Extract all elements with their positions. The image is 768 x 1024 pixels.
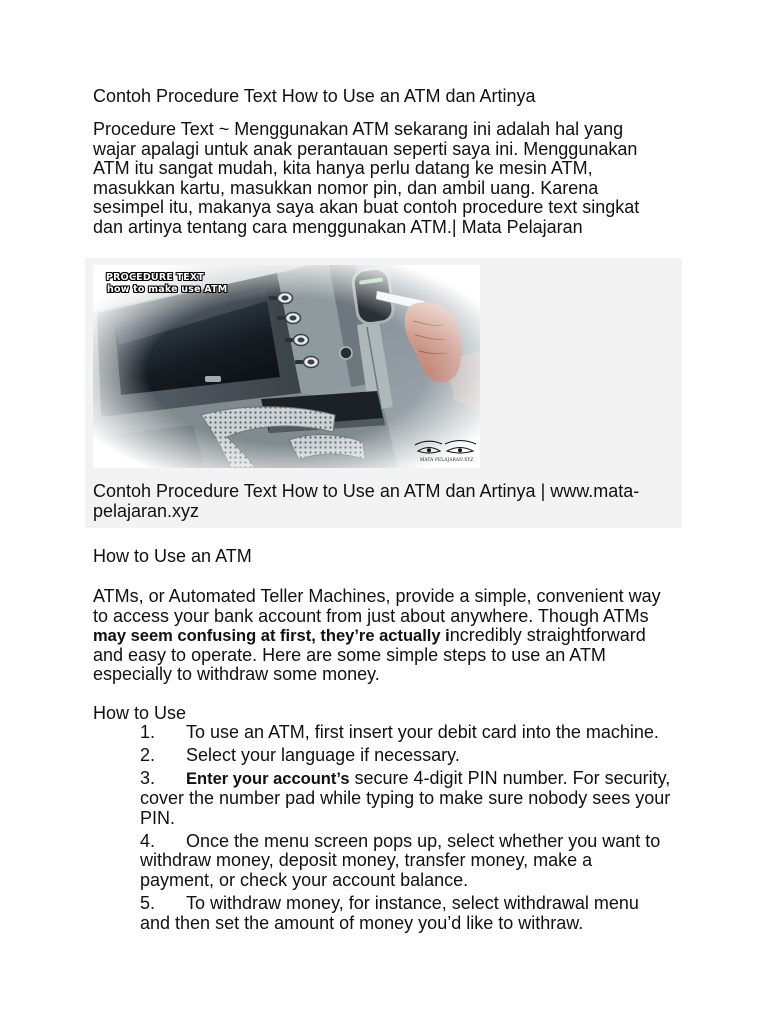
step-text: To withdraw money, for instance, select withdrawal menu: [186, 893, 639, 914]
atm-image: [93, 265, 480, 468]
image-overlay-subtitle: how to make use ATM: [107, 284, 228, 295]
step-text: Once the menu screen pops up, select whether you want to: [186, 830, 661, 851]
image-vignette: [93, 265, 480, 468]
caption-line-2: pelajaran.xyz: [93, 500, 200, 521]
step-line: [140, 894, 700, 914]
step-number: 1.: [140, 722, 156, 742]
step-line: PIN.: [140, 807, 176, 828]
step-item-1: [140, 723, 700, 743]
step-line: and then set the amount of money you’d like to withraw.: [140, 912, 584, 933]
atm-line-2: to access your bank account from just about anywhere. Though ATMs: [93, 605, 649, 626]
step-line: [140, 723, 700, 743]
step-number: 4.: [140, 830, 156, 851]
section-heading: How to Use an ATM: [93, 546, 252, 566]
steps-list: [140, 723, 700, 933]
figure-box: [85, 258, 682, 528]
image-watermark-text: MATA PELAJARAN.XYZ: [420, 457, 474, 462]
step-item-3: [140, 769, 700, 828]
caption-line-1: Contoh Procedure Text How to Use an ATM dan Artinya | www.mata-: [93, 481, 640, 501]
atm-line-5: especially to withdraw some money.: [93, 664, 380, 685]
step-item-4: [140, 832, 700, 891]
step-line: withdraw money, deposit money, transfer money, make a: [140, 850, 593, 871]
steps-heading: How to Use: [93, 703, 187, 723]
intro-line-6: dan artinya tentang cara menggunakan ATM.| Mata Pelajaran: [93, 216, 583, 237]
intro-line-5: sesimpel itu, makanya saya akan buat contoh procedure text singkat: [93, 197, 640, 218]
intro-paragraph: [93, 120, 639, 238]
atm-line-1: ATMs, or Automated Teller Machines, provide a simple, convenient way: [93, 586, 661, 606]
intro-line-1: Procedure Text ~ Menggunakan ATM sekarang ini adalah hal yang: [93, 119, 624, 139]
document-title: Contoh Procedure Text How to Use an ATM dan Artinya: [93, 86, 536, 106]
step-line: [140, 746, 700, 766]
step-line: [140, 769, 700, 789]
atm-paragraph: [93, 587, 661, 685]
step-text: To use an ATM, first insert your debit card into the machine.: [186, 722, 659, 742]
step-emphasis: Enter your account’s: [186, 770, 350, 789]
step-number: 2.: [140, 745, 156, 766]
intro-line-4: masukkan kartu, masukkan nomor pin, dan ambil uang. Karena: [93, 177, 599, 198]
atm-photo: [93, 265, 480, 468]
step-item-2: [140, 746, 700, 766]
step-item-5: [140, 894, 700, 933]
step-text: secure 4-digit PIN number. For security,: [349, 768, 671, 789]
step-line: cover the number pad while typing to make sure nobody sees your: [140, 787, 671, 808]
atm-line-3-emphasis: may seem confusing at first, they’re actually i: [93, 627, 450, 646]
atm-line-4: and easy to operate. Here are some simple steps to use an ATM: [93, 644, 606, 665]
step-text: Select your language if necessary.: [186, 745, 460, 766]
figure-caption: [93, 482, 639, 521]
image-overlay-title: PROCEDURE TEXT: [106, 272, 205, 283]
intro-line-2: wajar apalagi untuk anak perantauan seperti saya ini. Menggunakan: [93, 138, 638, 159]
step-line: payment, or check your account balance.: [140, 869, 469, 890]
atm-line-3: [93, 626, 661, 646]
intro-line-3: ATM itu sangat mudah, kita hanya perlu datang ke mesin ATM,: [93, 158, 593, 179]
step-line: [140, 832, 700, 852]
atm-line-3-text: ncredibly straightforward: [449, 625, 646, 646]
step-number: 3.: [140, 768, 156, 789]
step-number: 5.: [140, 893, 156, 914]
